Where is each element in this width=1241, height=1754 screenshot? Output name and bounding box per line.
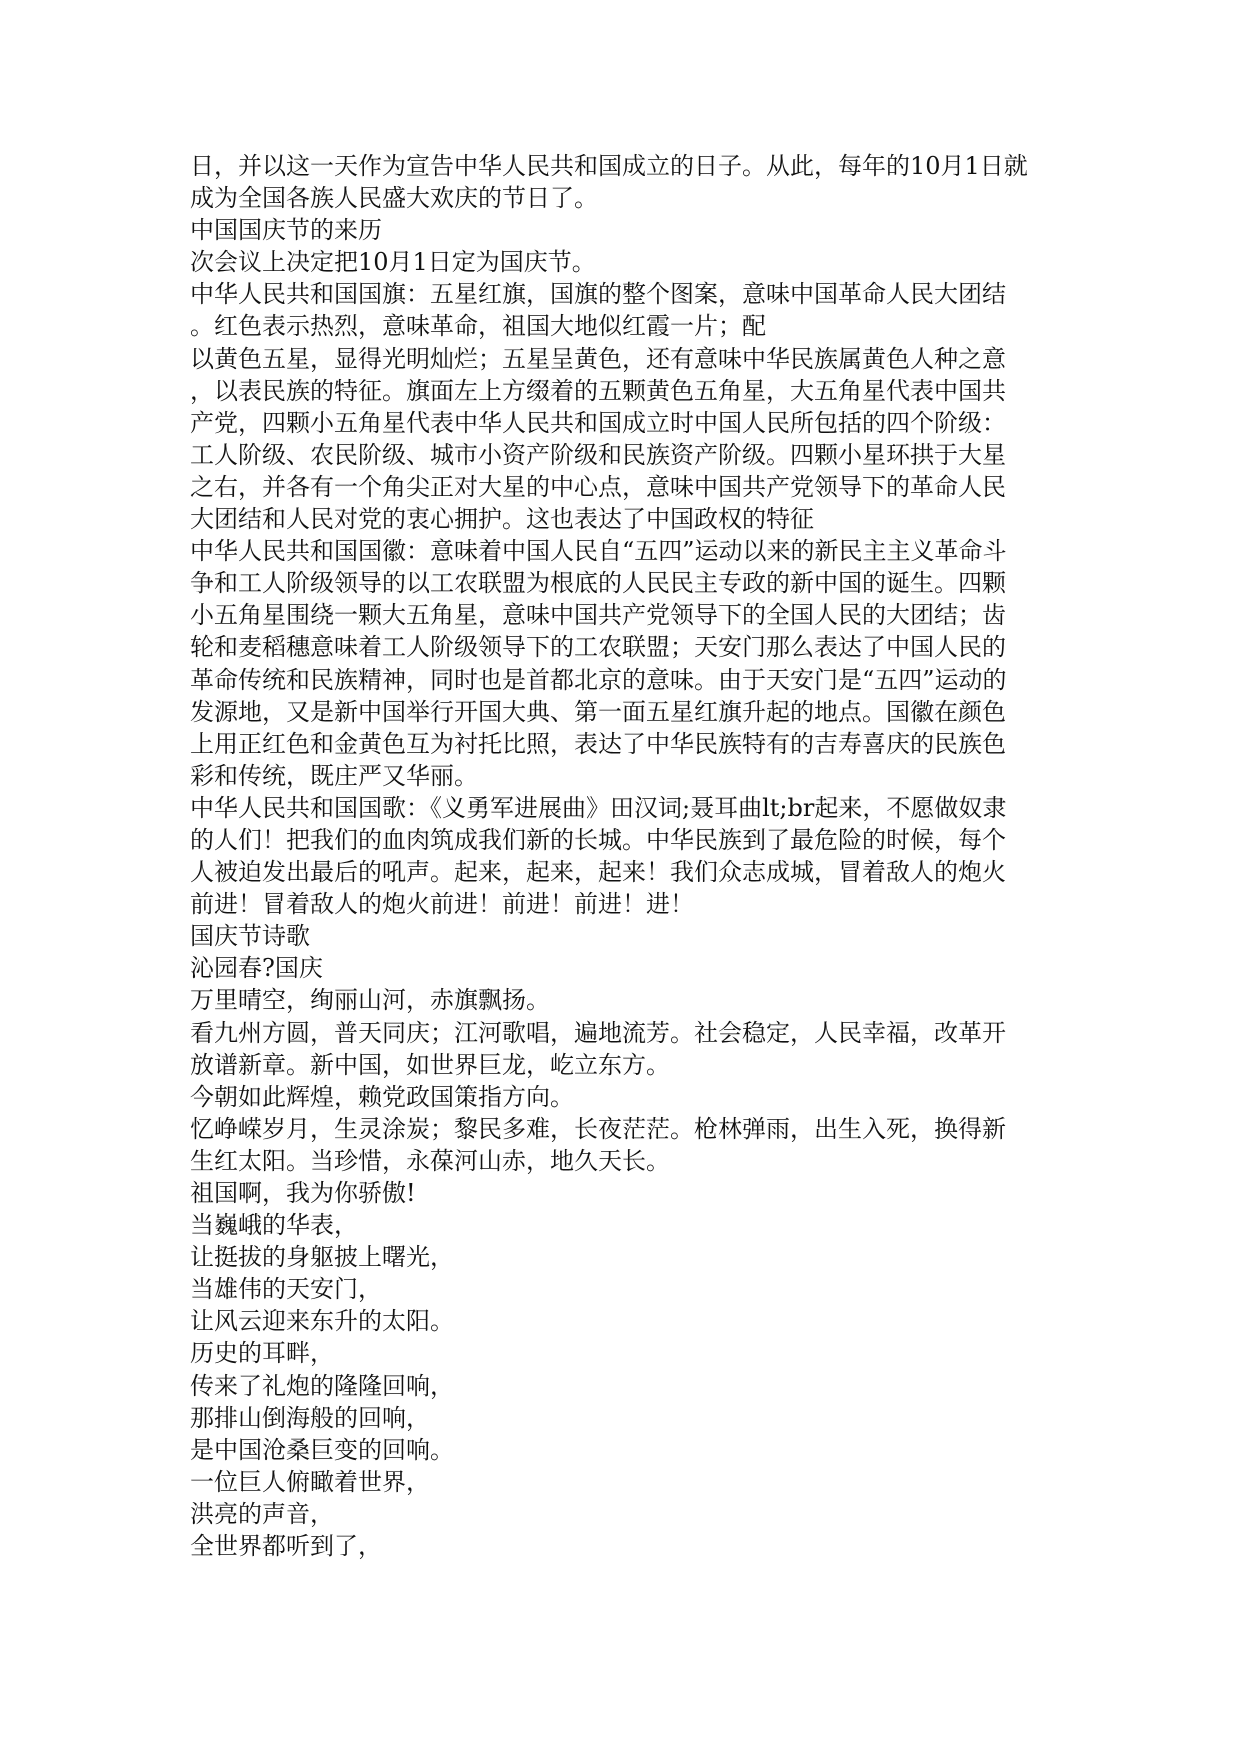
- poem-line: 当巍峨的华表，: [190, 1211, 358, 1240]
- text-line: 彩和传统，既庄严又华丽。: [190, 761, 478, 790]
- poem-line: 万里晴空，绚丽山河，赤旗飘扬。: [190, 986, 550, 1015]
- text-line: 发源地，又是新中国举行开国大典、第一面五星红旗升起的地点。国徽在颜色: [190, 697, 1006, 726]
- text-line: 成为全国各族人民盛大欢庆的节日了。: [190, 184, 598, 213]
- text-line: 前进！冒着敌人的炮火前进！前进！前进！进！: [190, 890, 694, 919]
- poem-line: 那排山倒海般的回响，: [190, 1403, 430, 1432]
- poem-line: 让挺拔的身躯披上曙光，: [190, 1243, 454, 1272]
- poem-line: 全世界都听到了，: [190, 1532, 382, 1561]
- text-line: 产党，四颗小五角星代表中华人民共和国成立时中国人民所包括的四个阶级：: [190, 408, 1006, 437]
- poem-line: 祖国啊，我为你骄傲!: [190, 1179, 416, 1207]
- text-line: 中华人民共和国国歌：《义勇军进展曲》田汉词;聂耳曲lt;br起来，不愿做奴隶: [190, 793, 1007, 822]
- text-line: 次会议上决定把10月1日定为国庆节。: [190, 248, 596, 277]
- text-line: 人被迫发出最后的吼声。起来，起来，起来！我们众志成城，冒着敌人的炮火: [190, 858, 1006, 887]
- text-line: 中华人民共和国国徽：意味着中国人民自“五四”运动以来的新民主主义革命斗: [190, 537, 1007, 566]
- poem-line: 忆峥嵘岁月，生灵涂炭；黎民多难，长夜茫茫。枪林弹雨，出生入死，换得新: [190, 1114, 1006, 1143]
- text-line: 小五角星围绕一颗大五角星，意味中国共产党领导下的全国人民的大团结；齿: [190, 601, 1006, 630]
- text-line: 。红色表示热烈，意味革命，祖国大地似红霞一片；配: [190, 312, 766, 341]
- poem-line: 是中国沧桑巨变的回响。: [190, 1435, 454, 1464]
- text-line: 的人们！把我们的血肉筑成我们新的长城。中华民族到了最危险的时候，每个: [190, 825, 1006, 854]
- section-heading: 国庆节诗歌: [190, 922, 310, 951]
- document-page: [190, 150, 1052, 1562]
- text-line: 日，并以这一天作为宣告中华人民共和国成立的日子。从此，每年的10月1日就: [190, 152, 1028, 180]
- poem-line: 让风云迎来东升的太阳。: [190, 1307, 454, 1336]
- text-line: 工人阶级、农民阶级、城市小资产阶级和民族资产阶级。四颗小星环拱于大星: [190, 440, 1006, 469]
- poem-line: 放谱新章。新中国，如世界巨龙，屹立东方。: [190, 1050, 670, 1079]
- poem-line: 传来了礼炮的隆隆回响，: [190, 1371, 454, 1400]
- text-line: 轮和麦稻穗意味着工人阶级领导下的工农联盟；天安门那么表达了中国人民的: [190, 633, 1006, 662]
- poem-line: 洪亮的声音，: [190, 1499, 334, 1528]
- text-line: 争和工人阶级领导的以工农联盟为根底的人民民主专政的新中国的诞生。四颗: [190, 569, 1006, 598]
- text-line: 中华人民共和国国旗：五星红旗，国旗的整个图案，意味中国革命人民大团结: [190, 280, 1006, 309]
- poem-title: 沁园春?国庆: [190, 954, 323, 983]
- section-heading: 中国国庆节的来历: [190, 216, 382, 245]
- text-line: ，以表民族的特征。旗面左上方缀着的五颗黄色五角星，大五角星代表中国共: [190, 376, 1006, 405]
- text-line: 之右，并各有一个角尖正对大星的中心点，意味中国共产党领导下的革命人民: [190, 472, 1006, 501]
- text-line: 上用正红色和金黄色互为衬托比照，表达了中华民族特有的吉寿喜庆的民族色: [190, 729, 1006, 758]
- poem-line: 一位巨人俯瞰着世界，: [190, 1467, 430, 1496]
- poem-line: 看九州方圆，普天同庆；江河歌唱，遍地流芳。社会稳定，人民幸福，改革开: [190, 1018, 1006, 1047]
- text-line: 大团结和人民对党的衷心拥护。这也表达了中国政权的特征: [190, 505, 814, 534]
- poem-line: 生红太阳。当珍惜，永葆河山赤，地久天长。: [190, 1146, 670, 1175]
- poem-line: 历史的耳畔，: [190, 1339, 334, 1368]
- text-line: 革命传统和民族精神，同时也是首都北京的意味。由于天安门是“五四”运动的: [190, 665, 1007, 694]
- poem-line: 当雄伟的天安门，: [190, 1275, 382, 1304]
- text-line: 以黄色五星，显得光明灿烂；五星呈黄色，还有意味中华民族属黄色人种之意: [190, 344, 1006, 373]
- poem-line: 今朝如此辉煌，赖党政国策指方向。: [190, 1082, 574, 1111]
